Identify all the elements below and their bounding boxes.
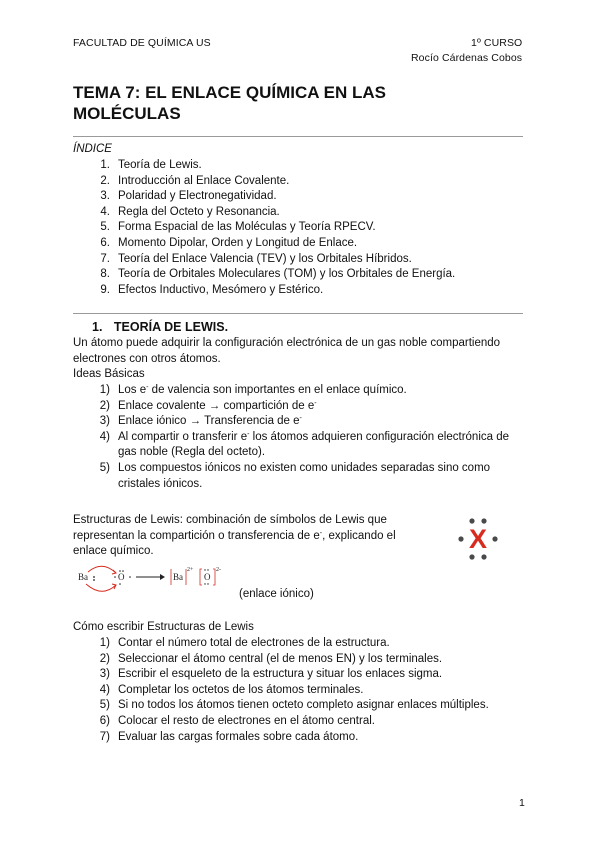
page-title-line1: TEMA 7: EL ENLACE QUÍMICA EN LAS: [73, 83, 386, 102]
divider-index: [73, 313, 523, 314]
intro-line-1: Un átomo puede adquirir la configuración electrónica de un gas noble compartiendo: [73, 337, 501, 349]
o-ion-charge: 2-: [216, 567, 221, 573]
page-number: 1: [519, 797, 525, 809]
electron-dot: [458, 536, 463, 541]
o-ion-label: O: [204, 572, 211, 582]
how-heading: Cómo escribir Estructuras de Lewis: [73, 621, 254, 633]
divider-top: [73, 136, 523, 137]
list-item: 1) Los e- de valencia son importantes en el enlace químico.: [99, 384, 407, 396]
ba-ion-label: Ba: [173, 572, 183, 582]
page-title-line2: MOLÉCULAS: [73, 104, 181, 123]
ideas-heading: Ideas Básicas: [73, 368, 145, 381]
list-item: 3) Escribir el esqueleto de la estructura y situar los enlaces sigma.: [99, 668, 443, 681]
list-item: 2) Enlace covalente → compartición de e-: [99, 399, 317, 412]
list-item: 3) Enlace iónico → Transferencia de e-: [99, 415, 302, 428]
list-item: 7. Teoría del Enlace Valencia (TEV) y los Orbitales Híbridos.: [100, 252, 412, 265]
list-item: 8. Teoría de Orbitales Moleculares (TOM) y los Orbitales de Energía.: [100, 268, 456, 281]
list-item: 4) Completar los octetos de los átomos terminales.: [99, 683, 364, 696]
o-atom-label: O: [118, 572, 125, 582]
list-item: 2. Introducción al Enlace Covalente.: [100, 174, 290, 187]
electron-dot: [481, 554, 486, 559]
index-heading: ÍNDICE: [73, 143, 112, 155]
electron-dot: [469, 518, 474, 523]
index-list: [92, 158, 532, 298]
list-item: 5) Si no todos los átomos tienen octeto completo asignar enlaces múltiples.: [99, 699, 489, 712]
section-heading-text: TEORÍA DE LEWIS.: [113, 320, 229, 334]
list-item: 1. Teoría de Lewis.: [100, 159, 202, 171]
ideas-list: [92, 383, 532, 492]
list-item: 6. Momento Dipolar, Orden y Longitud de Enlace.: [100, 236, 358, 249]
transfer-arrow-bottom-icon: [86, 584, 116, 591]
list-item: 4. Regla del Octeto y Resonancia.: [100, 205, 280, 218]
section-heading: [92, 320, 228, 334]
list-item: 6) Colocar el resto de electrones en el átomo central.: [99, 714, 375, 727]
list-item: 3. Polaridad y Electronegatividad.: [100, 190, 277, 203]
page-title: [73, 82, 386, 124]
ba-atom-label: Ba: [78, 572, 88, 582]
ionic-caption: (enlace iónico): [239, 588, 314, 600]
electron-dot: [481, 518, 486, 523]
section-heading-number: 1.: [92, 320, 103, 334]
header-faculty: FACULTAD DE QUÍMICA US: [73, 37, 211, 49]
ba-ion-charge: 2+: [187, 567, 194, 573]
lewis-symbol-letter: X: [468, 524, 488, 554]
electron-dot: [469, 554, 474, 559]
transfer-arrow-top-icon: [88, 566, 116, 573]
ionic-bond-diagram: [76, 562, 236, 598]
steps-list: [92, 636, 532, 745]
list-item: 5. Forma Espacial de las Moléculas y Teoría RPECV.: [100, 221, 376, 234]
list-item: 4) Al compartir o transferir e- los átomos adquieren configuración electrónica de gas noble (Regla del octeto).: [99, 430, 510, 459]
section-intro: [73, 336, 533, 383]
electron-dot: [492, 536, 497, 541]
lewis-definition: Estructuras de Lewis: combinación de símbolos de Lewis que representan la compartición o transferencia de e-, explicando el enlace químico.: [73, 514, 396, 558]
intro-line-2: electrones con otros átomos.: [73, 352, 221, 365]
list-item: 5) Los compuestos iónicos no existen como unidades separadas sino como cristales iónicos.: [99, 461, 491, 490]
list-item: 1) Contar el número total de electrones de la estructura.: [99, 637, 390, 649]
list-item: 9. Efectos Inductivo, Mesómero y Estérico.: [100, 283, 324, 296]
lewis-symbol-x-icon: [456, 516, 500, 562]
list-item: 2) Seleccionar el átomo central (el de menos EN) y los terminales.: [99, 652, 443, 665]
header-author: Rocío Cárdenas Cobos: [411, 52, 523, 64]
header-course: 1º CURSO: [471, 37, 523, 49]
list-item: 7) Evaluar las cargas formales sobre cada átomo.: [99, 730, 359, 743]
